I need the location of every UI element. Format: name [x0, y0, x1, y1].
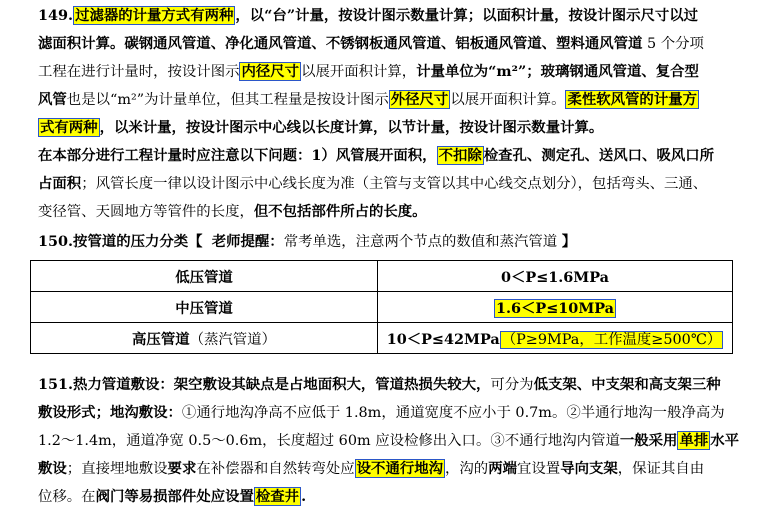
text-span: 检查孔、测定孔、送风口、吸风口所 — [483, 147, 715, 164]
text-span: 宜设置 — [517, 461, 561, 477]
highlight-flexible-duct: 柔性软风管的计量方 — [567, 91, 697, 108]
highlight-single-row: 单排 — [679, 432, 709, 449]
highlight-two-methods: 式有两种 — [40, 119, 98, 136]
text-span: 1.2～1.4m，通道净宽 0.5～0.6m，长度超过 60m 应设检修出入口。③不通行地沟内管道 — [38, 433, 620, 449]
steam-note: （蒸汽管道） — [189, 331, 276, 348]
p151-line-4 — [38, 457, 704, 481]
item-number: 149. — [38, 7, 74, 24]
p149-line-2 — [38, 32, 704, 56]
highlight-no-walk-trench: 设不通行地沟 — [356, 460, 444, 477]
text-span: ，保证其自由 — [617, 461, 705, 477]
text-span: 工程在进行计量时，按设计图示 — [38, 64, 240, 80]
text-span: 滤面积计算。碳钢通风管道、净化通风管道、不锈钢板通风管道、铝板通风管道、塑料通风管道 — [38, 35, 643, 52]
text-span: 要求 — [167, 460, 197, 477]
text-span: 水平 — [710, 432, 740, 449]
text-span: 变径管、天圆地方等管件的长度， — [38, 204, 254, 220]
p149-line-8 — [38, 200, 427, 224]
text-span: . — [301, 488, 307, 505]
pressure-table — [30, 260, 733, 354]
table-cell: 0＜P≤1.6MPa — [378, 261, 733, 292]
p149-line-7 — [38, 172, 707, 196]
p151-line-3 — [38, 429, 739, 453]
text-span: ①通行地沟净高不应低于 1.8m，通道宽度不应小于 0.7m。②半通行地沟一般净高为 — [181, 405, 725, 421]
text-span: 在本部分进行工程计量时应注意以下问题：1）风管展开面积， — [38, 147, 437, 164]
p150-heading — [38, 230, 576, 254]
p149-line-5 — [38, 116, 603, 140]
p151-line-1 — [38, 373, 721, 397]
highlight-inner-diameter: 内径尺寸 — [241, 63, 300, 80]
highlight-steam-condition: （P≥9MPa，工作温度≥500℃） — [501, 331, 722, 348]
p151-line-2 — [38, 401, 725, 425]
text-span: ，沟的 — [445, 461, 489, 477]
text-span: 低支架、中支架和高支架三种 — [533, 376, 721, 393]
text-span: 可分为 — [490, 377, 534, 393]
table-row — [31, 323, 733, 354]
teacher-note: 常考单选，注意两个节点的数值和蒸汽管道 — [283, 234, 558, 250]
table-cell: 中压管道 — [31, 292, 378, 323]
highlight-inspection-well: 检查井 — [255, 488, 300, 505]
text-span: 导向支架 — [560, 460, 618, 477]
text-span: ；玻璃钢通风管道、复合型 — [526, 63, 699, 80]
table-row — [31, 261, 733, 292]
text-span: ；风管长度一律以设计图示中心线长度为准（主管与支管以其中心线交点划分），包括弯头、三通、 — [81, 176, 708, 192]
text-span: 两端 — [488, 460, 517, 477]
text-span: 151.热力管道敷设：架空敷设其缺点是占地面积大，管道热损失较大， — [38, 376, 491, 393]
text-span: 敷设形式；地沟敷设： — [38, 404, 182, 421]
text-span: 5 个分项 — [647, 36, 704, 52]
text-span: ；直接埋地敷设 — [66, 461, 168, 477]
table-row — [31, 292, 733, 323]
highlight-outer-diameter: 外径尺寸 — [390, 91, 449, 108]
teacher-note-label: 老师提醒： — [211, 233, 284, 250]
text-span: 位移。在 — [38, 489, 96, 505]
text-span: 风管 — [38, 91, 67, 108]
table-cell: 低压管道 — [31, 261, 378, 292]
text-span: 敷设 — [38, 460, 67, 477]
p149-line-3 — [38, 60, 699, 84]
text-span: 在补偿器和自然转弯处应 — [196, 461, 355, 477]
p149-line-4 — [38, 88, 699, 112]
item-title: 150.按管道的压力分类【 — [38, 233, 203, 250]
table-cell: 10＜P≤42MPa （P≥9MPa，工作温度≥500℃） — [378, 323, 733, 354]
text-span: 也是以“m²”为计量单位，但其工程量是按设计图示 — [66, 92, 389, 108]
text-span: ，以“台”计量，按设计图示数量计算；以面积计量，按设计图示尺寸以过 — [235, 7, 699, 24]
text-span: 以展开面积计算。 — [450, 92, 566, 108]
text-span: 计量单位为“m²” — [416, 63, 527, 80]
text-span: 阀门等易损部件处应设置 — [95, 488, 254, 505]
table-cell — [378, 292, 733, 323]
p151-line-5 — [38, 485, 306, 509]
text-span: 占面积 — [38, 175, 82, 192]
highlight-filter-methods: 过滤器的计量方式有两种 — [75, 7, 234, 24]
p149-line-6 — [38, 144, 714, 168]
highlight-medium-range: 1.6＜P≤10MPa — [495, 299, 615, 317]
text-span: 以展开面积计算， — [301, 64, 417, 80]
p149-line-1 — [38, 4, 698, 28]
bracket-close: 】 — [561, 233, 577, 250]
text-span: 一般采用 — [619, 432, 678, 449]
text-span: ，以米计量，按设计图示中心线以长度计算，以节计量，按设计图示数量计算。 — [99, 119, 604, 136]
table-cell: 高压管道（蒸汽管道） — [31, 323, 378, 354]
text-span: 但不包括部件所占的长度。 — [253, 203, 427, 220]
highlight-not-deduct: 不扣除 — [438, 147, 482, 164]
